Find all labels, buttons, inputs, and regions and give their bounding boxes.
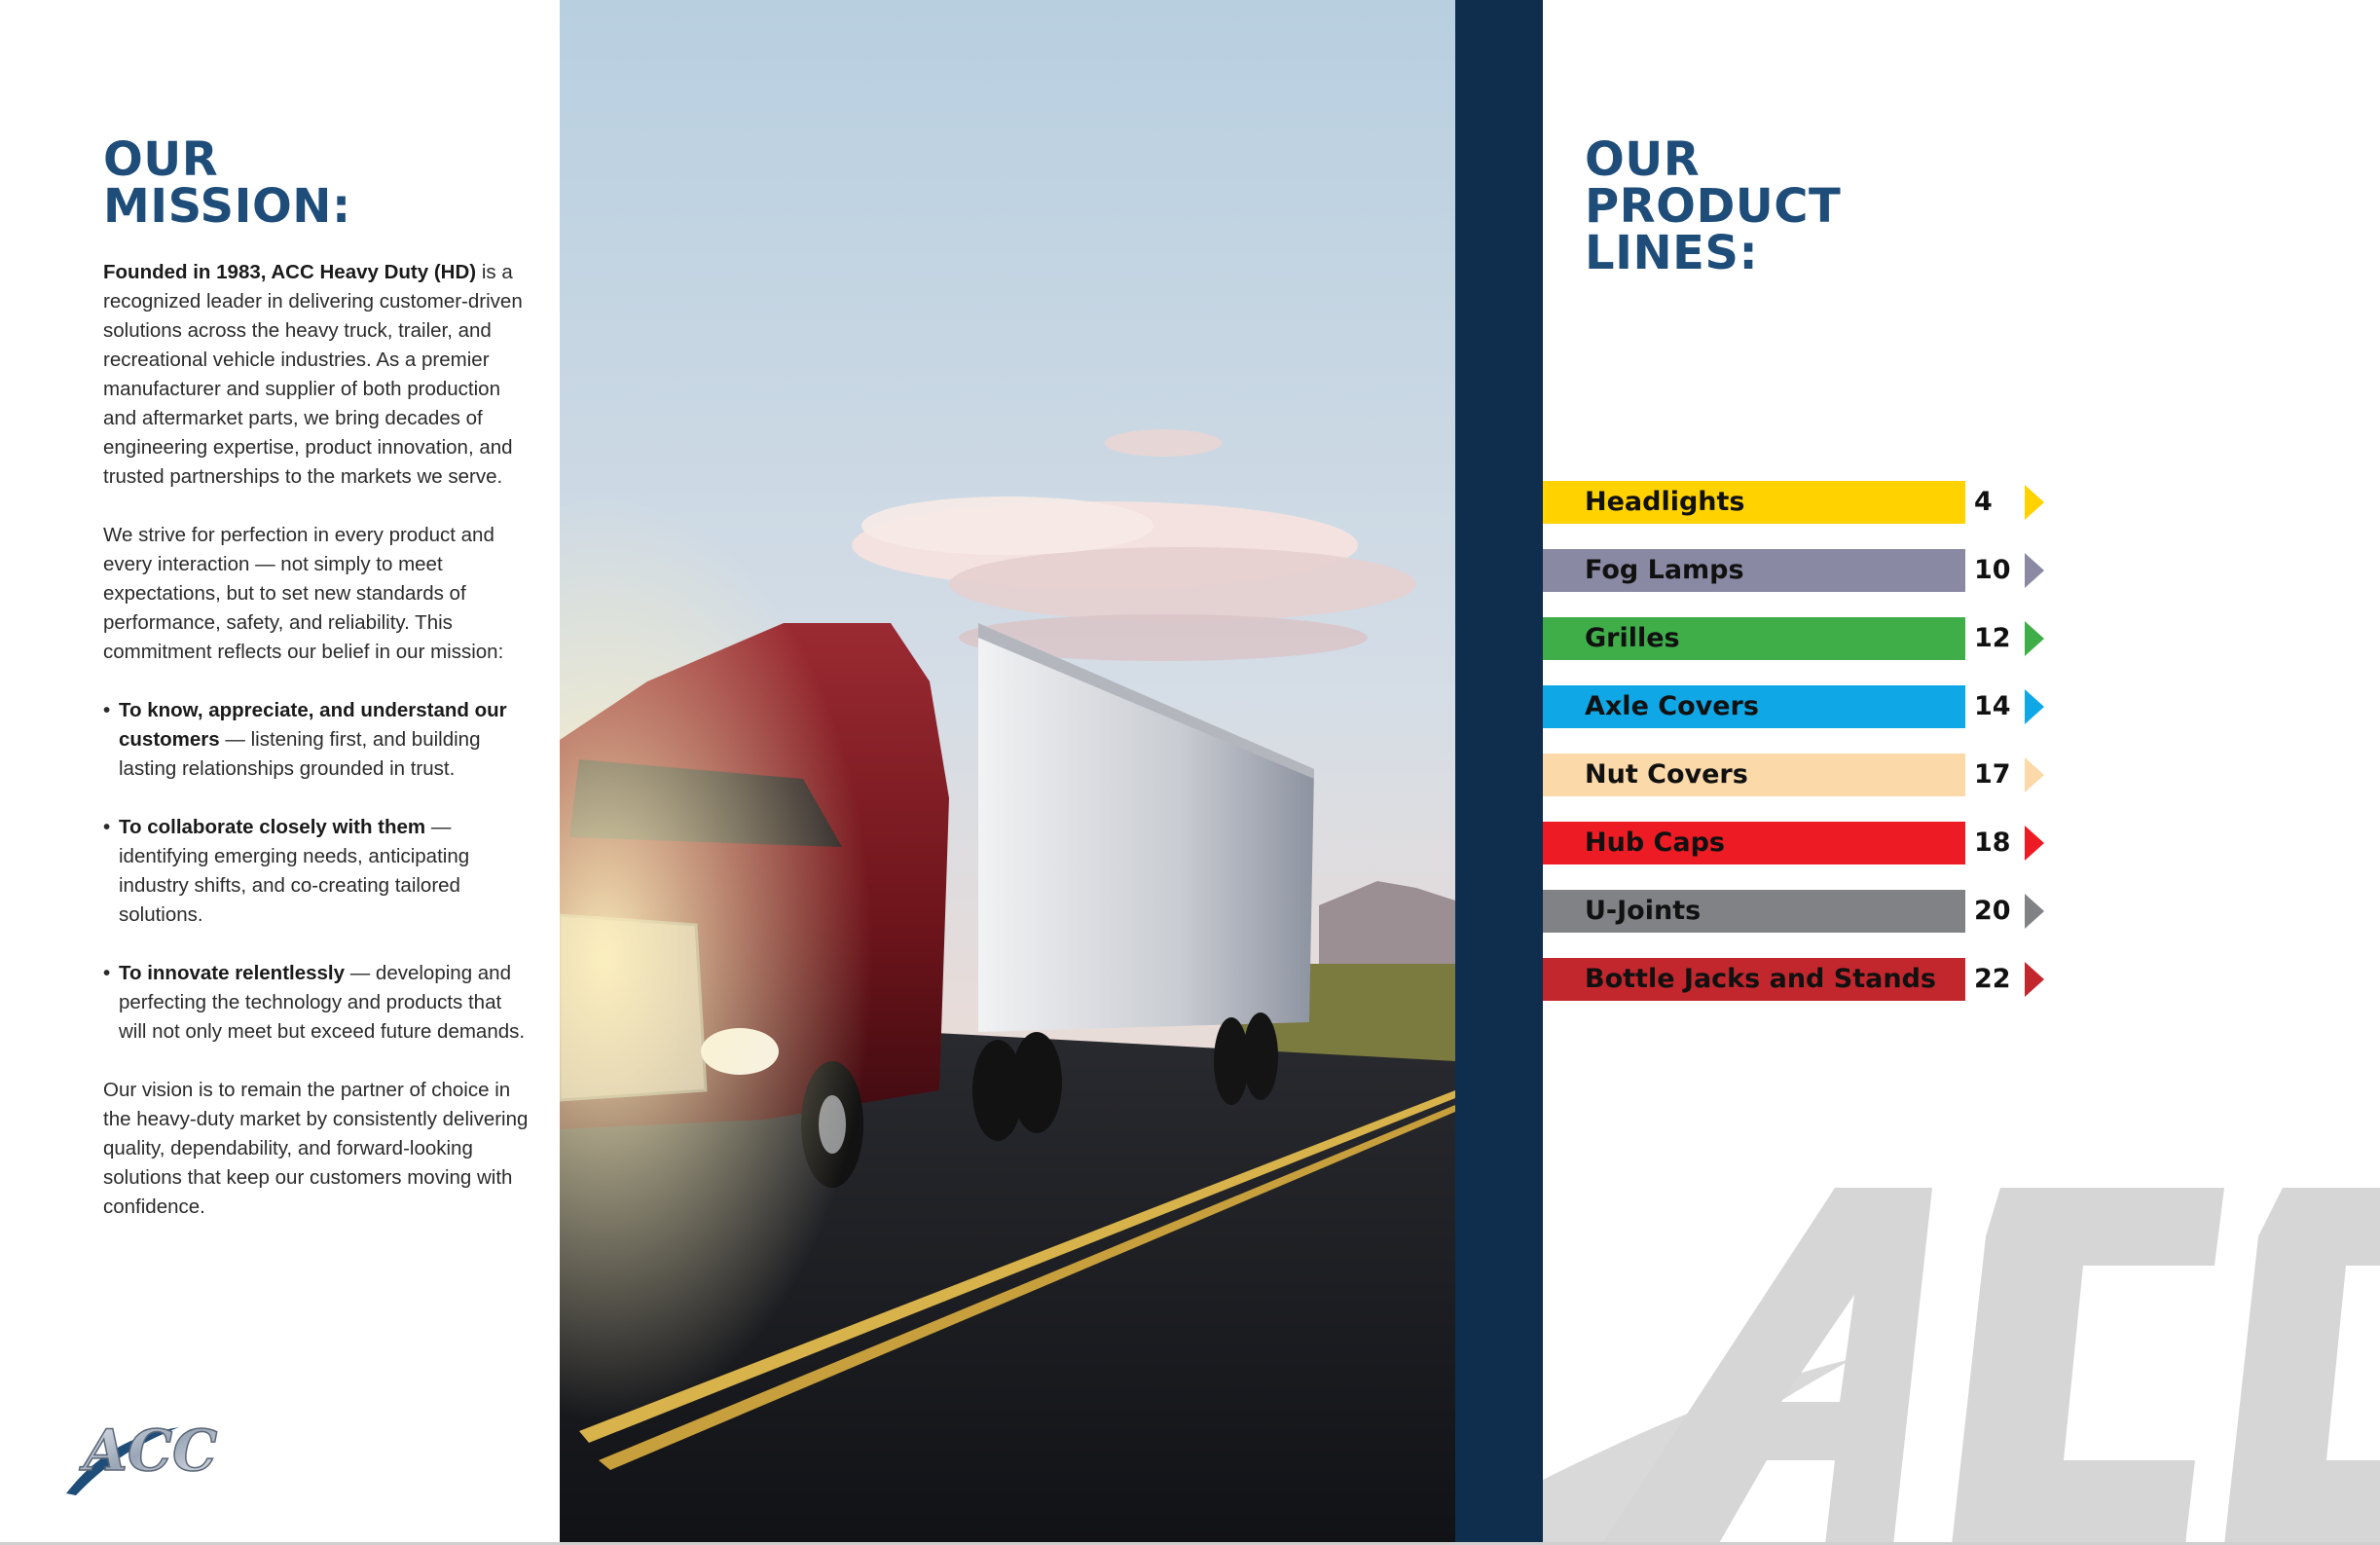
mission-heading-line2: MISSION: <box>103 179 351 234</box>
product-line-axle-covers[interactable] <box>1543 685 2380 728</box>
mission-paragraph-2: We strive for perfection in every product and every interaction — not simply to meet expectations, but to set new standards of performance, safety, and reliability. This commitment reflects our belief in our mission: <box>103 524 504 663</box>
product-label: Bottle Jacks and Stands <box>1585 964 1936 994</box>
acc-logo <box>62 1410 228 1497</box>
product-heading-line2: PRODUCT <box>1585 179 1842 234</box>
mission-heading-line1: OUR <box>103 132 219 187</box>
product-page-number: 14 <box>1974 691 2011 721</box>
mission-panel <box>0 0 560 1545</box>
product-line-u-joints[interactable] <box>1543 890 2380 933</box>
product-page-number: 20 <box>1974 896 2011 926</box>
arrow-right-icon <box>2021 958 2048 1001</box>
arrow-right-icon <box>2021 549 2048 592</box>
mission-intro-text: is a recognized leader in delivering customer-driven solutions across the heavy truck, trailer, and recreational vehicle industries. As a premier manufacturer and supplier of both production and aftermarket parts, we bring decades of engineering expertise, product innovation, and trusted partnerships to the markets we serve. <box>103 261 523 488</box>
bullet-dot: • <box>103 962 111 984</box>
product-label: Axle Covers <box>1585 691 1759 721</box>
mission-intro-bold: Founded in 1983, ACC Heavy Duty (HD) <box>103 261 477 283</box>
product-page-number: 18 <box>1974 828 2011 858</box>
arrow-right-icon <box>2021 754 2048 796</box>
product-page-number: 17 <box>1974 759 2011 790</box>
mission-closing: Our vision is to remain the partner of choice in the heavy-duty market by consistently delivering quality, dependability, and forward-looking solutions that keep our customers moving with confidence. <box>103 1079 529 1218</box>
product-heading-line3: LINES: <box>1585 226 1759 280</box>
product-label: Hub Caps <box>1585 828 1725 858</box>
bullet-dot: • <box>103 699 111 721</box>
truck-photo-illustration <box>560 0 1455 1545</box>
product-page-number: 10 <box>1974 555 2011 585</box>
product-label: U-Joints <box>1585 896 1702 926</box>
product-line-bottle-jacks-and-stands[interactable] <box>1543 958 2380 1001</box>
bullet-text: — listening first, and building lasting relationships grounded in trust. <box>119 728 481 780</box>
product-line-hub-caps[interactable] <box>1543 822 2380 864</box>
arrow-right-icon <box>2021 822 2048 864</box>
product-line-headlights[interactable] <box>1543 481 2380 524</box>
bullet-dot: • <box>103 816 111 838</box>
product-label: Nut Covers <box>1585 759 1748 790</box>
svg-text:ACC: ACC <box>84 1417 218 1484</box>
mission-bullet <box>103 696 531 784</box>
product-label: Fog Lamps <box>1585 555 1744 585</box>
mission-body <box>103 258 531 1251</box>
product-heading-line1: OUR <box>1585 132 1701 187</box>
bullet-text: — identifying emerging needs, anticipating industry shifts, and co-creating tailored solutions. <box>119 816 470 926</box>
product-page-number: 22 <box>1974 964 2011 994</box>
product-line-nut-covers[interactable] <box>1543 754 2380 796</box>
arrow-right-icon <box>2021 685 2048 728</box>
product-label: Headlights <box>1585 487 1745 517</box>
bullet-bold: To collaborate closely with them <box>119 816 426 838</box>
bullet-bold: To know, appreciate, and understand our customers <box>119 699 507 751</box>
mission-bullet <box>103 959 531 1047</box>
arrow-right-icon <box>2021 617 2048 660</box>
product-line-grilles[interactable] <box>1543 617 2380 660</box>
mission-heading <box>103 132 351 234</box>
bullet-bold: To innovate relentlessly <box>119 962 346 984</box>
product-page-number: 12 <box>1974 623 2011 653</box>
product-line-fog-lamps[interactable] <box>1543 549 2380 592</box>
acc-watermark-logo <box>1543 1188 2380 1545</box>
truck-photo <box>560 0 1455 1545</box>
arrow-right-icon <box>2021 481 2048 524</box>
bullet-text: — developing and perfecting the technology and products that will not only meet but exceed future demands. <box>119 962 526 1043</box>
arrow-right-icon <box>2021 890 2048 933</box>
mission-bullet <box>103 813 531 930</box>
mission-intro <box>103 258 531 492</box>
product-label: Grilles <box>1585 623 1680 653</box>
product-page-number: 4 <box>1974 487 1993 517</box>
product-lines-panel <box>1543 0 2380 1545</box>
product-lines-heading <box>1585 132 1842 280</box>
navy-divider-band <box>1455 0 1543 1545</box>
